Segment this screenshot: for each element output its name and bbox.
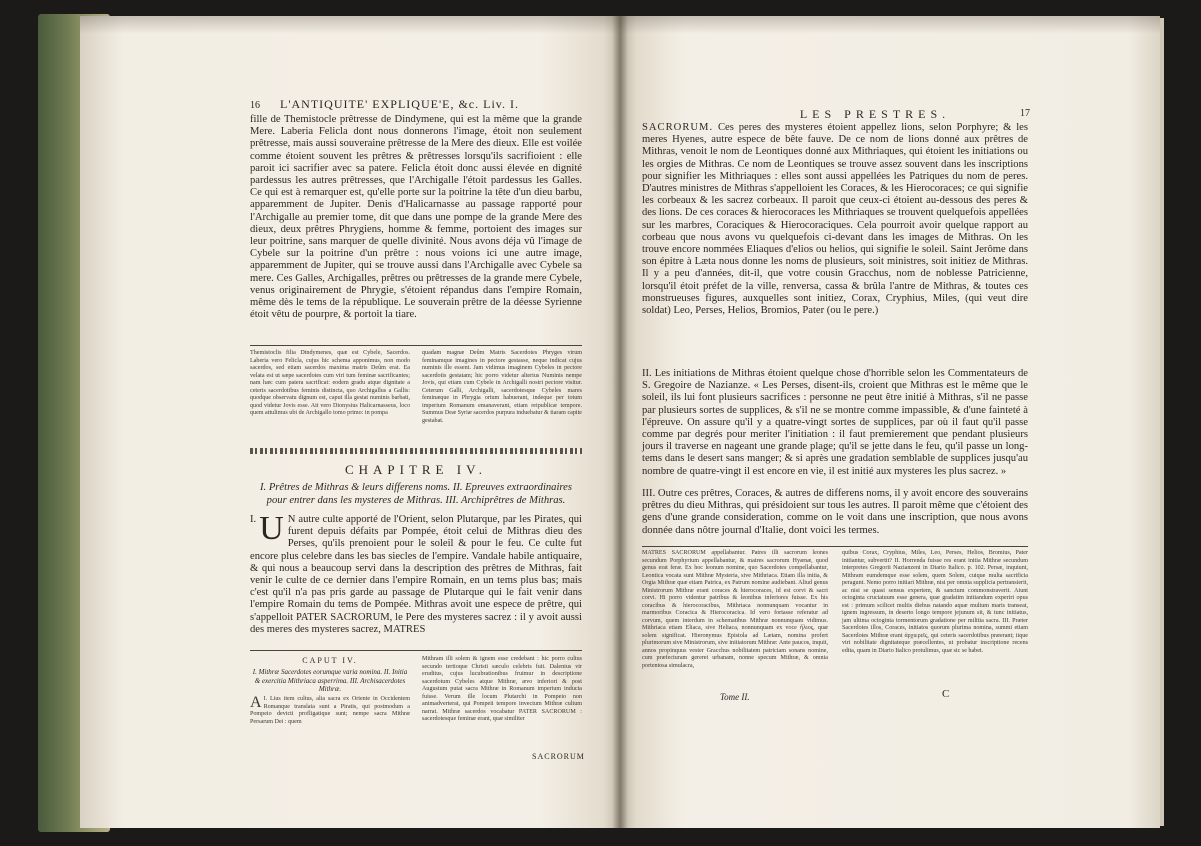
- caput-title: CAPUT IV.: [302, 656, 358, 665]
- page-edge: [1160, 18, 1164, 826]
- chapter-body-text: N autre culte apporté de l'Orient, selon Plutarque, par les Pirates, qui furent depuis défaits par Pompée, étoit celui de Mithras dieu des Perses, qu'ils prenoient pour le soleil & pour le feu. Ce culte fut encore plus celebre dans les bas siecles de l'empire. Vandale habile antiquaire, & qui nous a beaucoup servi dans la description des prêtres de Mithras, fait venir le culte de ce dernier dans l'empire Romain, en un tems plus bas; mais c'est qu'il n'a pas pris garde au passage de Plutarque qui le fait venir dans l'empire Romain du tems de Pompée. Mithras avoit une espece de prêtre, qui s'appelloit PATER SACRORUM, le Pere des mysteres sacrez : il y avoit aussi des meres des mysteres sacrez, MATRES: [250, 514, 582, 635]
- page-number: 16: [250, 100, 260, 111]
- book-gutter: [612, 16, 628, 828]
- caput-drop-cap: A: [250, 694, 262, 711]
- body-start-word: SACRORUM.: [642, 122, 714, 133]
- left-page: [80, 16, 620, 828]
- body-text: fille de Themistocle prêtresse de Dindymene, qui est la même que la grande Mere. Laberia Felicla dont nous donnerons l'image, étoit non seulement prêtresse, mais aussi souveraine prêtresse de la Mere des dieux. Elle est voilée comme étoient souvent les prêtres & prêtresses lorsqu'ils sacrifioient : elle paroit ici sacrifier avec sa patere. Felicla étoit donc aussi élevée en dignité pardessus les autres prêtresses, que l'Archigalle l'étoit pardessus les Galles. Ce qui est à remarquer est, qu'elle porte sur la poitrine la tête d'un dieu barbu, apparemment de Jupiter. Denis d'Halicarnasse au passage rapporté pour l'Archigalle au premier tome, dit que dans une pompe de la grande Mere des dieux, deux prêtres Phrygiens, homme & femme, portoient des images sur leur poitrine, sans marquer de quelle divinité. Nous avons déja vû l'image de Cybele sur la poitrine d'un prêtre : nous voions ici une autre image, apparemment de Jupiter, qui se trouve aussi dans l'Archigalle avec Cybele sa mere. Ces Galles, Archigalles, prêtres ou prêtresses de la grande mere Cybele, venus originairement de Phrygie, s'étoient répandus dans l'empire Romain, même dès le tems de la république. Le souverain prêtre de la déesse Syrienne étoit vêtu de pourpre, & portoit la tiare.: [250, 114, 582, 321]
- body-text-content: Ces peres des mysteres étoient appellez lions, selon Porphyre; & les meres Hyenes, autre espece de bête fauve. De ce nom de lions donné aux prêtres de Mithras, venoit le nom de Leontiques donné aux Mithriaques, qui étoient les initiations ou les orgies de Mithras. Ce nom de Leontiques se trouve assez souvent dans les inscriptions pour signifier les Mithriaques : elles sont aussi appellées les Patriques du nom de peres. D'autres ministres de Mithras s'appelloient les Coraces, & les Hierocoraces; ce qui signifie les corbeaux & les sacrez corbeaux. Il paroit que ceux-ci étoient au-dessous des peres & des lions. De ces coraces & hierocoraces les Mithriaques se trouvent quelquefois appellées sur les marbres, Coraciques & Hierocoraciques. Cela pourroit avoir quelque rapport au corbeau que nous avons vu quelquefois ci-devant dans les images de Mithras. On les trouve encore nommées Eliaques d'elios ou helios, qui signifie le soleil. Saint Jerôme dans son épitre à Læta nous donne les noms de plusieurs, soit ministres, soit initiez de Mithras. Il y a peu d'années, dit-il, que votre cousin Gracchus, nom de noblesse Patricienne, lorsqu'il étoit préfet de la ville, renversa, cassa & brûla l'antre de Mithras, & toutes ces monstrueuses figures, auxquelles sont initiez, Corax, Cryphius, Miles, (qui veut dire soldat) Leo, Perses, Helios, Bromios, Pater (ou le pere.): [642, 122, 1028, 317]
- top-shadow: [80, 16, 1160, 34]
- drop-cap: U: [259, 510, 284, 547]
- chapter-body: [250, 510, 582, 640]
- footnote-rule: [642, 546, 1028, 547]
- paragraph-3: III. Outre ces prêtres, Coraces, & autres de differens noms, il y avoit encore des souverains prêtres du dieu Mithras, qui présidoient sur tous les autres. Il paroit même que c'étoient des gens d'une grande consideration, comme on le voit dans une inscription, que nous avons donnée dans nôtre journal d'Italie, dont voici les termes.: [642, 488, 1028, 536]
- caput-col1-text: I. Lius item cultus, alia sacra ex Oriente in Occidentem Romanque translata sunt a Piratis, qui postmodum a Pompeio devicti profligatique sunt; nempe sacra Mithræ Persarum Dei : quem: [250, 696, 410, 725]
- latin-note-col2: quadam magnæ Deûm Matris Sacerdotes Phryges virum feminamque imagines in pectore gestasse, neque indicat cujus numinis ille essent. Jam vidimus imaginem Cybeles in pectore sacerdotis gestatam; hic porro videtur alterius Numinis nempe Jovis, qui etiam cum Cybele in Archigalli nostri pectore visitur. Ceterum Galli, Archigalli, sacerdotesque Cybeles mares feminæque in Phrygia ortum habuerant, indeque per totum imperium Romanum emanaverant, etiam reipublicæ tempore. Summus Deæ Syriæ sacerdos purpura induebatur & tiaram capite gestabat.: [422, 350, 582, 424]
- body-text: [642, 122, 1028, 364]
- latin-note-col2: quibus Corax, Cryphius, Miles, Leo, Perses, Helios, Bromius, Pater initiantur, subvertit? II. Horrenda fuisse res erant initia Mithræ secundum interpretes Gregorii Nazianzeni in Diario Italico. p. 102. Persæ, inquiunt, Mithram eumdemque esse solem, quem Solem, cuique multa sacrificia peragunt. Nemo porro initiari Mithræ, nisi per omnia supplicia pertransierit, ac nisi se quasi sensus expertem, & sanctum commonstraverit. Aiunt octoginta cruciatuum esse genera, quæ gradatim initiandum experiri opus est : primum scilicet multis diebus natando aquæ multum maris transeat, ignem ingressum, in deserto longo tempore jejunum sit, & tunc initiatus, jam ultima octoginta tormentorum gradatione per militia sacra. III. Præter Sacerdotes illos, Coraces, initiatos quorum plurima nomina, summi etiam Sacerdotes Mithræ erant ἀρχιερεῖς, qui ceteris sacerdotibus præerant; iique viri nobilitate dignitateque præcellentes, ut probatur inscriptione recens edita, quam in Diario Italico protulimus, quæ sic se habet.: [842, 550, 1028, 654]
- catchword: SACRORUM: [532, 752, 585, 761]
- page-number: 17: [1020, 108, 1030, 119]
- latin-note-col1: MATRES SACRORUM appellabantur. Patres illi sacrorum leones secundum Porphyrium appellabantur, & matres sacrorum Hyænæ, quod genus erat feræ. Ex hoc leonum nomine, quo Sacerdotes compellabantur, Leontica vocata sunt Mithræ Mysteria, sive Mithriaca. Etiam illa initia, & Orgia Mithræ quæ etiam Patrica, ex Patrum nomine audiebant. Aliud genus Ministrorum Mithræ erant coraces & hierocoraces, id est corvi & sacri corvi. Hi porro videntur patribus & leonibus inferiores fuisse. Ex his coracibus & hierocoracibus, Mithriaca nonnunquam vocantur in marmoribus Coracica & Hierocoracica. Id vero fortasse referatur ad corvum, quem interdum in schematibus Mithræ nonnunquam vidimus. Mithriaca etiam Eliaca, sive Heliaca, nonnunquam ex voce ἥλιος, quæ solem significat. Hieronymus Epistola ad Lætam, nomina profert plurimorum sive Ministrorum, sive initiatorum Mithræ: Ante paucos, inquit, annos propinquus vester Gracchus nobilitatem patriciam sonans nomine, cum præfecturam gereret urbanam, nonne specum Mithræ, & omnia portentosa simulacra,: [642, 550, 828, 669]
- chapter-title: CHAPITRE IV.: [344, 462, 488, 477]
- running-head: L'ANTIQUITE' EXPLIQUE'E, &c. Liv. I.: [280, 97, 519, 111]
- footnote-rule: [250, 345, 582, 346]
- paragraph-2: II. Les initiations de Mithras étoient quelque chose d'horrible selon les Commentateurs de S. Gregoire de Nazianze. « Les Perses, disent-ils, croient que Mithras est le même que le soleil, ils lui font plusieurs sacrifices : personne ne peut être initié à Mithras, s'il ne passe par plusieurs sortes de supplices, & s'il ne se montre comme impassible, & d'une fainteté à l'épreuve. On assure qu'il y a quatre-vingt sortes de supplices, par où il faut qu'il passe comme par degrés pour meriter l'initiation : il faut premierement que pendant plusieurs jours il traverse en nageant une grande plage; qu'il se jette dans le feu, qu'il passe un long-tems dans le desert sans manger; & si après une gradation semblable de supplices jusqu'au nombre de quatre-vingt il est encore en vie, il est initié aux mysteres les plus sacrez. »: [642, 368, 1028, 477]
- footnote-rule-2: [250, 650, 582, 651]
- caput-summary: I. Mithræ Sacerdotes eorumque varia nomina. II. Initia & exercitia Mithriaca asperrima. III. Archisacerdotes Mithræ.: [252, 668, 408, 694]
- volume-label: Tome II.: [720, 692, 750, 702]
- latin-note-col1: Themistoclis filia Dindymenes, quæ est Cybele, Sacerdos. Laberia vero Felicla, cujus hic schema apponimus, non modo sacerdos, sed etiam sacerdos maxima matris Deûm erat. Ea velata est ut sæpe sacerdotes cum viri tum feminæ sacrificantes; nam hæc cum patera sacrificat: eodem gradu atque dignitate a ceteris sacerdotibus feminis distincta, quo Archigallus a Gallis: quodque observatu dignum est, caput illa gestat numinis barbati, quod videtur Jovis esse. Ait vero Dionysius Halicarnasseus, loco quem attulimus ubi de Archigallo tomo primo: in pompa: [250, 350, 410, 416]
- caput-text-col2: Mithram illi solem & ignem esse credebant : hic porro cultus secundo tertioque Christi sæculo celebris fuit. Dalenius vir eruditus, cujus lucubrationibus fruimur in descriptione sacerdotum Cybeles atque Mithræ, ævo inferiori & post Augustum putat sacra Mithræ in Romanum imperium inducta fuisse. Verum ille locum Plutarchi in Pompeio non animadverterat, qui Pompeii tempore invectum Mithræ cultum narrat. Mithræ sacerdos vocabatur PATER SACRORUM : sacerdotesque feminæ erant, quæ similiter: [422, 656, 582, 722]
- ornament-band: [250, 448, 582, 454]
- right-page: [620, 16, 1160, 828]
- signature-mark: C: [942, 688, 950, 700]
- caput-text-col1: [250, 696, 410, 756]
- chapter-summary: I. Prêtres de Mithras & leurs differens noms. II. Epreuves extraordinaires pour entrer dans les mysteres de Mithras. III. Archiprêtres de Mithras.: [260, 482, 572, 506]
- running-head: LES PRESTRES.: [799, 107, 951, 121]
- section-number: I.: [250, 514, 257, 525]
